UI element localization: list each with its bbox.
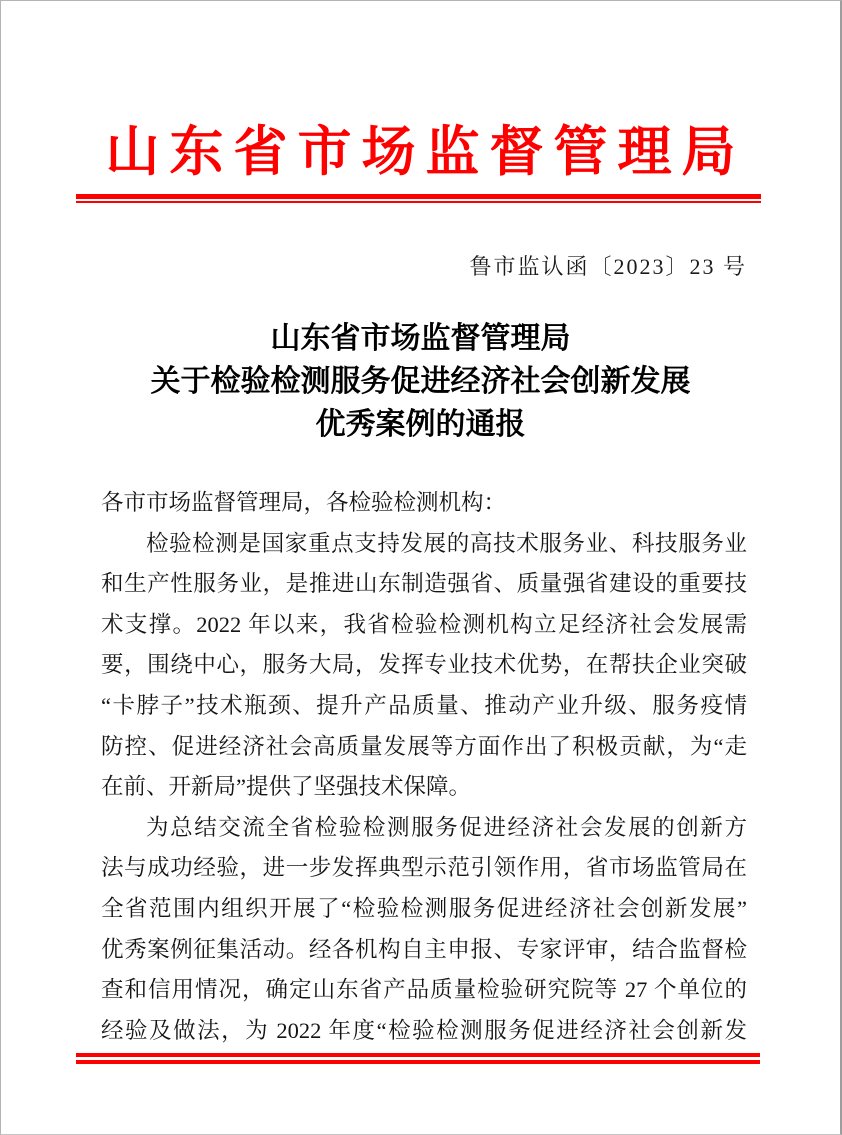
body-text-line: 查和信用情况，确定山东省产品质量检验研究院等 27 个单位的 (101, 977, 747, 1003)
body-text-line: 优秀案例征集活动。经各机构自主申报、专家评审，结合监督检 (101, 936, 747, 962)
document-title-line: 优秀案例的通报 (315, 408, 526, 441)
body-text-line: 要，围绕中心，服务大局，发挥专业技术优势，在帮扶企业突破 (101, 652, 747, 678)
document-title-line: 关于检验检测服务促进经济社会创新发展 (150, 365, 691, 398)
letterhead-divider-thin-line (76, 201, 761, 204)
body-text-line: 检验检测是国家重点支持发展的高技术服务业、科技服务业 (146, 530, 747, 556)
body-text-line: 法与成功经验，进一步发挥典型示范引领作用，省市场监管局在 (101, 855, 747, 881)
paragraph-1 (101, 524, 747, 808)
body-text-line: 防控、促进经济社会高质量发展等方面作出了积极贡献，为“走 (101, 733, 747, 759)
document-body (101, 483, 747, 1051)
salutation: 各市市场监督管理局，各检验检测机构： (101, 490, 507, 515)
letterhead-divider (76, 194, 761, 203)
body-text-line: 在前、开新局”提供了坚强技术保障。 (101, 774, 471, 800)
footer-divider-lower-line (76, 1060, 760, 1064)
body-text-line: 经验及做法，为 2022 年度“检验检测服务促进经济社会创新发 (101, 1017, 747, 1043)
body-text-line: “卡脖子”技术瓶颈、提升产品质量、推动产业升级、服务疫情 (101, 692, 747, 718)
document-number: 鲁市监认函〔2023〕23 号 (469, 254, 747, 279)
body-text-line: 为总结交流全省检验检测服务促进经济社会发展的创新方 (146, 814, 747, 840)
letterhead-agency-name: 山东省市场监督管理局 (105, 122, 746, 182)
body-text-line: 术支撑。2022 年以来，我省检验检测机构立足经济社会发展需 (101, 611, 747, 637)
paragraph-2 (101, 808, 747, 1052)
body-text-line: 全省范围内组织开展了“检验检测服务促进经济社会创新发展” (101, 895, 747, 921)
document-title-line: 山东省市场监督管理局 (270, 322, 571, 355)
footer-divider (76, 1053, 760, 1064)
document-title (1, 317, 840, 446)
body-text-line: 和生产性服务业，是推进山东制造强省、质量强省建设的重要技 (101, 571, 747, 597)
